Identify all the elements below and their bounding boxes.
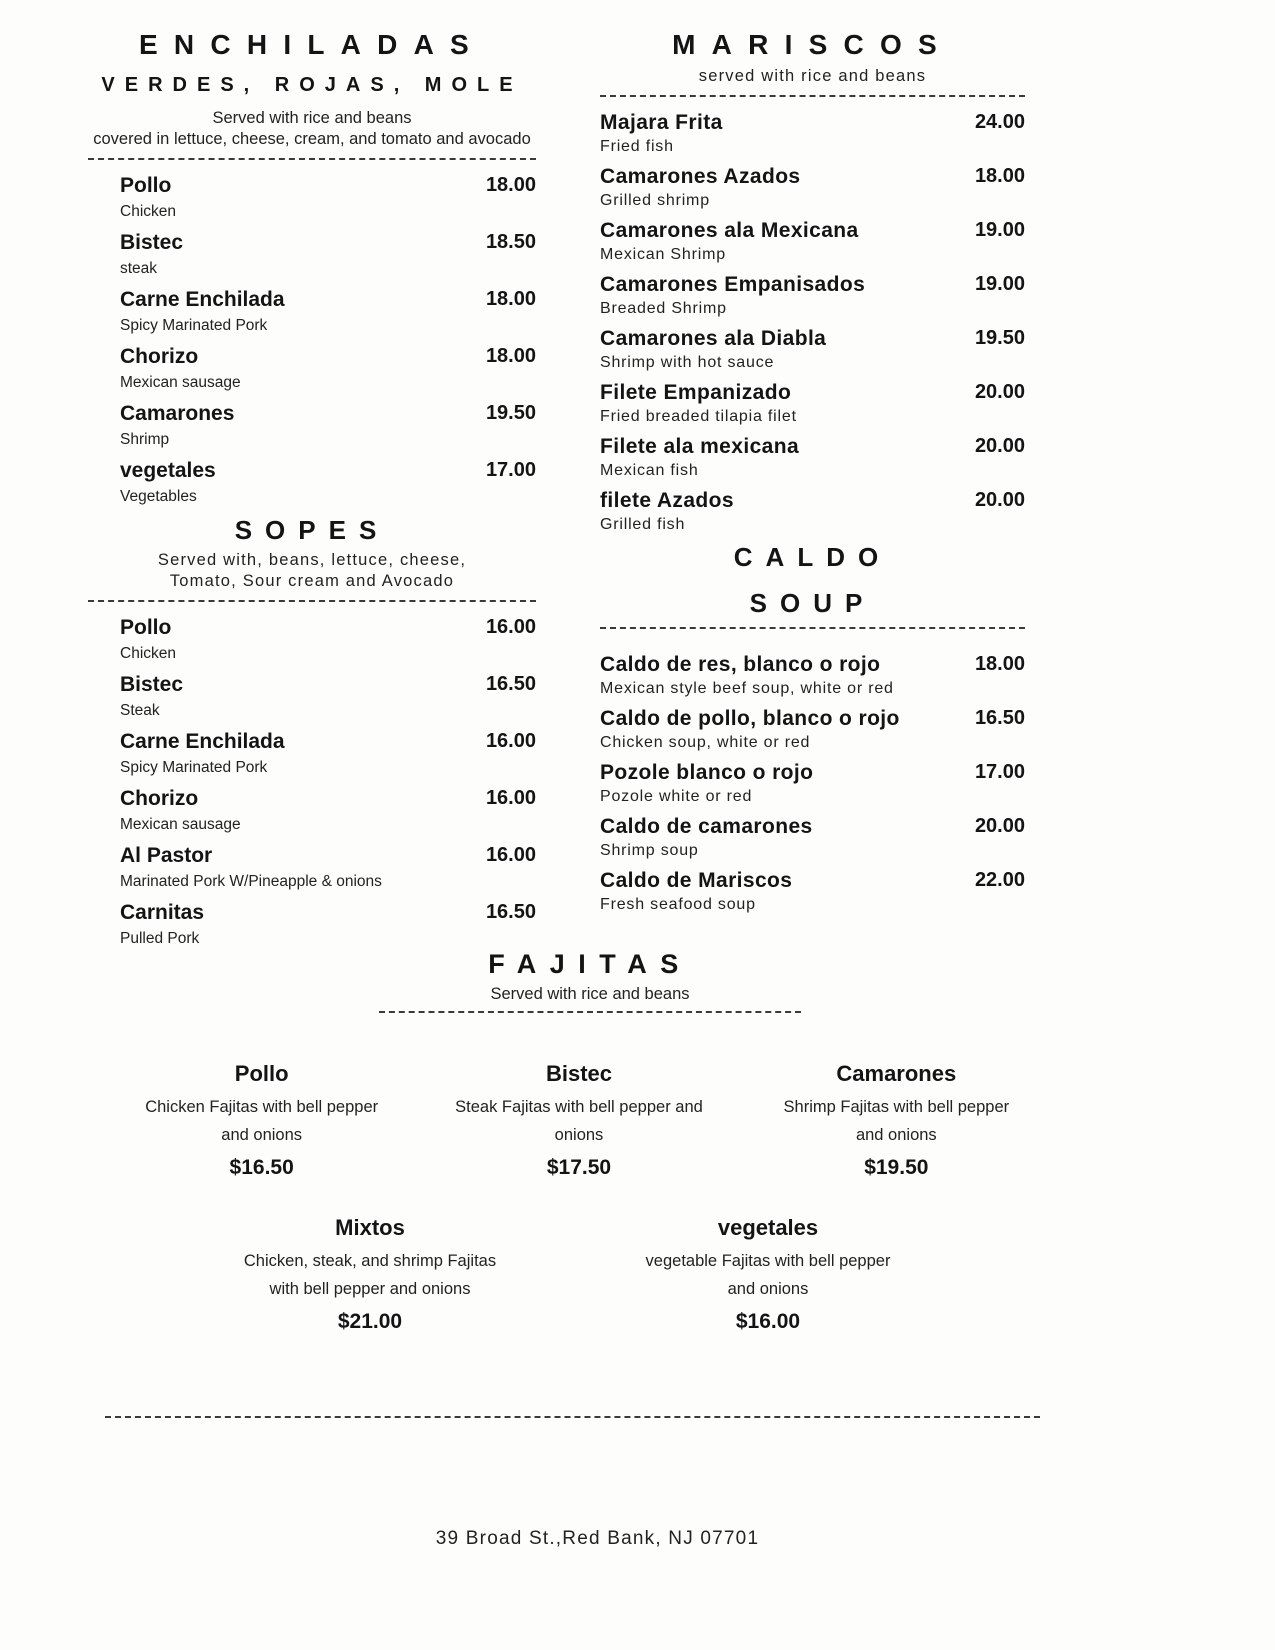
fajitas-item-desc	[608, 1247, 928, 1303]
menu-item-desc: Fried breaded tilapia filet	[600, 408, 797, 425]
mariscos-item-list	[600, 109, 1025, 535]
menu-item-price: 18.50	[485, 231, 536, 253]
menu-item-price: 22.00	[974, 869, 1025, 891]
menu-item-desc: Chicken	[120, 203, 176, 220]
menu-item-price: 24.00	[974, 111, 1025, 133]
menu-item-desc: Chicken soup, white or red	[600, 734, 811, 751]
sopes-divider	[88, 600, 536, 602]
fajitas-item-price: $16.50	[229, 1156, 294, 1179]
caldo-title-english: SOUP	[749, 588, 876, 618]
enchiladas-title: ENCHILADAS	[139, 29, 485, 60]
menu-item-text	[600, 217, 859, 265]
fajitas-card	[103, 1061, 420, 1181]
menu-item-name: Carnitas	[120, 901, 205, 924]
menu-item	[600, 109, 1025, 157]
menu-item	[120, 785, 536, 835]
section-sopes	[88, 514, 536, 949]
menu-item-name: Bistec	[120, 231, 184, 254]
menu-item-name: Caldo de Mariscos	[600, 869, 793, 892]
menu-item-price: 16.00	[485, 787, 536, 809]
menu-item-price: 19.50	[974, 327, 1025, 349]
menu-item	[600, 163, 1025, 211]
menu-item-desc: Mexican Shrimp	[600, 246, 726, 263]
menu-item-price: 17.00	[485, 459, 536, 481]
menu-item-price: 18.00	[485, 288, 536, 310]
fajitas-row-1	[103, 1061, 1055, 1181]
menu-item	[120, 671, 536, 721]
menu-item	[120, 899, 536, 949]
menu-item-text	[600, 759, 813, 807]
fajitas-item-desc	[210, 1247, 530, 1303]
menu-item-desc: Spicy Marinated Pork	[120, 759, 268, 776]
menu-item-desc: Vegetables	[120, 488, 197, 505]
menu-item-price: 16.00	[485, 730, 536, 752]
menu-item-price: 20.00	[974, 815, 1025, 837]
menu-item-desc: Mexican fish	[600, 462, 699, 479]
menu-item-desc: Shrimp soup	[600, 842, 699, 859]
menu-item-text	[600, 109, 723, 157]
menu-item-name: Majara Frita	[600, 111, 723, 134]
menu-item-name: Chorizo	[120, 787, 199, 810]
menu-item-desc: Breaded Shrimp	[600, 300, 727, 317]
menu-item-desc: Chicken	[120, 645, 176, 662]
fajitas-note-1: Served with rice and beans	[490, 985, 690, 1003]
menu-item-text	[600, 379, 797, 427]
menu-item-price: 18.00	[485, 174, 536, 196]
menu-item	[120, 457, 536, 507]
menu-item-name: filete Azados	[600, 489, 734, 512]
fajitas-item-price: $19.50	[864, 1156, 929, 1179]
menu-item-name: Carne Enchilada	[120, 730, 285, 753]
menu-item-desc: Marinated Pork W/Pineapple & onions	[120, 873, 382, 890]
menu-item-desc: steak	[120, 260, 158, 277]
fajitas-item-price: $16.00	[735, 1310, 801, 1333]
menu-item-name: Filete Empanizado	[600, 381, 792, 404]
fajitas-item-desc-line-2: and onions	[855, 1126, 937, 1144]
menu-item	[120, 842, 536, 892]
fajitas-card	[210, 1215, 530, 1335]
menu-item-text	[600, 433, 799, 481]
menu-item-name: Pollo	[120, 174, 172, 197]
menu-item	[120, 172, 536, 222]
menu-item-name: Caldo de camarones	[600, 815, 813, 838]
footer-divider	[105, 1416, 1040, 1418]
menu-item-desc: Fresh seafood soup	[600, 896, 756, 913]
menu-item	[600, 271, 1025, 319]
menu-item-text	[600, 813, 813, 861]
fajitas-item-name: Camarones	[836, 1061, 957, 1086]
menu-item	[120, 343, 536, 393]
menu-item-text	[120, 343, 241, 393]
caldo-title: CALDO	[733, 542, 892, 572]
fajitas-item-desc	[103, 1093, 420, 1149]
left-column	[88, 28, 536, 956]
menu-item	[600, 379, 1025, 427]
menu-item-name: Caldo de res, blanco o rojo	[600, 653, 881, 676]
menu-item	[120, 728, 536, 778]
menu-item-text	[120, 172, 176, 222]
fajitas-item-name: Mixtos	[335, 1215, 405, 1240]
enchiladas-subtitle: VERDES, ROJAS, MOLE	[101, 74, 523, 96]
menu-item-text	[600, 705, 900, 753]
menu-item-text	[120, 400, 234, 450]
fajitas-item-desc-line-1: Chicken Fajitas with bell pepper	[145, 1098, 379, 1116]
menu-item-desc: Grilled fish	[600, 516, 686, 533]
fajitas-item-desc-line-1: Chicken, steak, and shrimp Fajitas	[243, 1252, 497, 1270]
enchiladas-item-list	[88, 172, 536, 507]
fajitas-item-desc	[420, 1093, 737, 1149]
fajitas-item-desc-line-1: Shrimp Fajitas with bell pepper	[783, 1098, 1010, 1116]
menu-item-text	[120, 842, 382, 892]
fajitas-divider	[379, 1011, 801, 1013]
menu-item-price: 18.00	[485, 345, 536, 367]
menu-item	[600, 813, 1025, 861]
menu-item-name: Pollo	[120, 616, 172, 639]
menu-item-text	[120, 671, 183, 721]
menu-item-name: vegetales	[120, 459, 216, 482]
menu-item-name: Camarones	[120, 402, 235, 425]
menu-item-desc: Fried fish	[600, 138, 674, 155]
menu-item-text	[600, 867, 792, 915]
sopes-title: SOPES	[234, 515, 390, 545]
fajitas-item-desc	[738, 1093, 1055, 1149]
mariscos-divider	[600, 95, 1025, 97]
menu-item-name: Filete ala mexicana	[600, 435, 800, 458]
menu-item-name: Al Pastor	[120, 844, 213, 867]
menu-item-text	[600, 163, 801, 211]
menu-item	[120, 286, 536, 336]
menu-item-text	[120, 457, 216, 507]
menu-item-text	[120, 728, 285, 778]
menu-item-price: 19.00	[974, 273, 1025, 295]
menu-item	[600, 433, 1025, 481]
fajitas-item-desc-line-2: onions	[554, 1126, 604, 1144]
menu-item-text	[120, 614, 176, 664]
menu-item-name: Caldo de pollo, blanco o rojo	[600, 707, 900, 730]
fajitas-item-desc-line-2: with bell pepper and onions	[269, 1280, 471, 1298]
sopes-note-2: Tomato, Sour cream and Avocado	[169, 572, 455, 590]
menu-item-price: 18.00	[974, 165, 1025, 187]
fajitas-item-name: Pollo	[234, 1061, 289, 1086]
menu-item-name: Pozole blanco o rojo	[600, 761, 814, 784]
menu-item-name: Bistec	[120, 673, 184, 696]
menu-item-text	[120, 286, 285, 336]
menu-item-text	[600, 325, 826, 373]
fajitas-card	[738, 1061, 1055, 1181]
menu-item-desc: Steak	[120, 702, 160, 719]
sopes-item-list	[88, 614, 536, 949]
menu-item	[600, 705, 1025, 753]
sopes-note-1: Served with, beans, lettuce, cheese,	[157, 551, 467, 569]
menu-item-price: 18.00	[974, 653, 1025, 675]
menu-item-desc: Pozole white or red	[600, 788, 753, 805]
menu-item-desc: Spicy Marinated Pork	[120, 317, 268, 334]
mariscos-title: MARISCOS	[672, 29, 953, 60]
menu-item-desc: Mexican sausage	[120, 374, 241, 391]
menu-item-price: 19.00	[974, 219, 1025, 241]
menu-item-desc: Pulled Pork	[120, 930, 200, 947]
menu-item-name: Carne Enchilada	[120, 288, 285, 311]
caldo-item-list	[600, 651, 1025, 915]
fajitas-item-desc-line-1: Steak Fajitas with bell pepper and	[455, 1098, 703, 1116]
menu-item-desc: Shrimp	[120, 431, 170, 448]
enchiladas-note-2: covered in lettuce, cheese, cream, and tomato and avocado	[93, 130, 531, 148]
menu-item-price: 16.00	[485, 844, 536, 866]
menu-item-desc: Grilled shrimp	[600, 192, 710, 209]
menu-item	[120, 229, 536, 279]
menu-item-price: 16.50	[485, 901, 536, 923]
fajitas-card	[608, 1215, 928, 1335]
menu-item-price: 16.00	[485, 616, 536, 638]
menu-item-text	[120, 899, 204, 949]
menu-item-price: 17.00	[974, 761, 1025, 783]
fajitas-item-desc-line-1: vegetable Fajitas with bell pepper	[645, 1252, 891, 1270]
menu-item	[120, 614, 536, 664]
menu-item-price: 19.50	[485, 402, 536, 424]
menu-item	[600, 325, 1025, 373]
fajitas-row-2	[210, 1215, 928, 1335]
enchiladas-divider	[88, 158, 536, 160]
fajitas-item-desc-line-2: and onions	[221, 1126, 303, 1144]
fajitas-item-price: $21.00	[337, 1310, 403, 1333]
section-caldo	[600, 541, 1025, 915]
fajitas-item-name: Bistec	[545, 1061, 613, 1086]
enchiladas-note-1: Served with rice and beans	[212, 109, 412, 127]
menu-item-desc: Mexican sausage	[120, 816, 241, 833]
menu-item-name: Camarones ala Diabla	[600, 327, 827, 350]
menu-item-price: 16.50	[974, 707, 1025, 729]
menu-item-desc: Mexican style beef soup, white or red	[600, 680, 894, 697]
fajitas-title: FAJITAS	[488, 949, 692, 979]
fajitas-item-name: vegetales	[717, 1215, 819, 1240]
section-mariscos	[600, 28, 1025, 535]
menu-item-price: 20.00	[974, 489, 1025, 511]
menu-item	[600, 217, 1025, 265]
menu-item-price: 20.00	[974, 435, 1025, 457]
menu-item-price: 16.50	[485, 673, 536, 695]
footer-address: 39 Broad St.,Red Bank, NJ 07701	[435, 1528, 760, 1549]
menu-item-text	[600, 271, 865, 319]
caldo-divider	[600, 627, 1025, 629]
section-fajitas	[0, 948, 1180, 1335]
menu-item-price: 20.00	[974, 381, 1025, 403]
mariscos-note-1: served with rice and beans	[698, 67, 927, 85]
menu-item-text	[600, 487, 734, 535]
menu-item	[600, 759, 1025, 807]
menu-item-name: Camarones ala Mexicana	[600, 219, 859, 242]
fajitas-item-desc-line-2: and onions	[727, 1280, 809, 1298]
menu-item-desc: Shrimp with hot sauce	[600, 354, 775, 371]
menu-item-name: Camarones Empanisados	[600, 273, 866, 296]
menu-item-text	[120, 785, 241, 835]
section-enchiladas	[88, 28, 536, 507]
menu-item-text	[120, 229, 183, 279]
fajitas-item-price: $17.50	[546, 1156, 612, 1179]
right-column	[600, 28, 1025, 921]
menu-item	[600, 487, 1025, 535]
fajitas-card	[420, 1061, 737, 1181]
menu-item-text	[600, 651, 894, 699]
menu-item-name: Chorizo	[120, 345, 199, 368]
menu-item-name: Camarones Azados	[600, 165, 801, 188]
menu-item	[600, 651, 1025, 699]
caldo-header	[600, 541, 1025, 619]
menu-item	[120, 400, 536, 450]
menu-item	[600, 867, 1025, 915]
